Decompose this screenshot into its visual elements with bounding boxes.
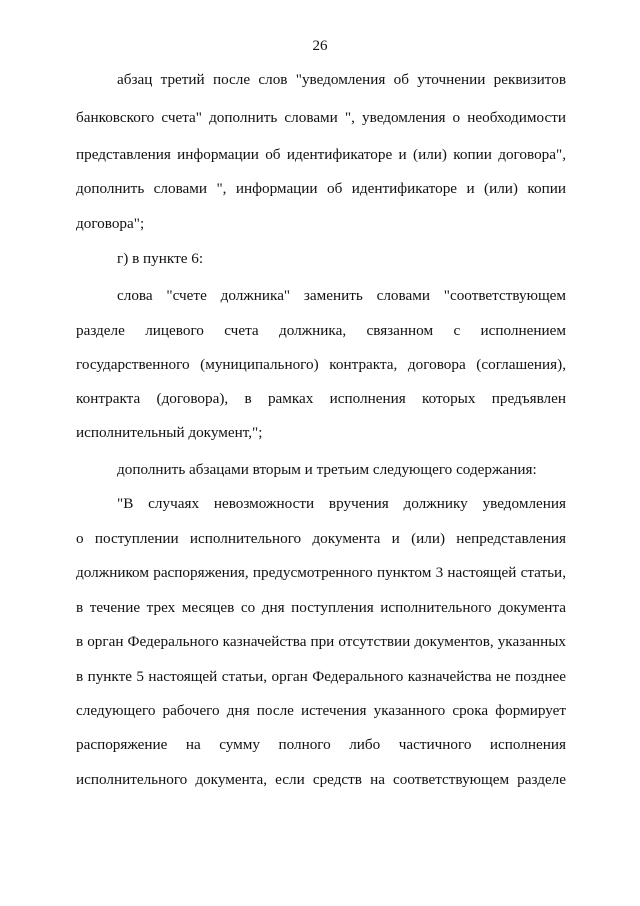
text-line: контракта (договора), в рамках исполнения которых предъявлен xyxy=(76,390,566,407)
text-line: исполнительного документа, если средств на соответствующем разделе xyxy=(76,771,566,788)
text-line: дополнить словами ", информации об идентификаторе и (или) копии xyxy=(76,180,566,197)
text-line: договора"; xyxy=(76,215,145,232)
text-line: следующего рабочего дня после истечения указанного срока формирует xyxy=(76,702,566,719)
text-line: дополнить абзацами вторым и третьим следующего содержания: xyxy=(117,461,537,478)
text-line: представления информации об идентификаторе и (или) копии договора", xyxy=(76,146,566,163)
text-line: г) в пункте 6: xyxy=(117,250,204,267)
text-line: "В случаях невозможности вручения должнику уведомления xyxy=(117,495,566,512)
text-line: слова "счете должника" заменить словами "соответствующем xyxy=(117,287,566,304)
page-number: 26 xyxy=(312,38,328,54)
text-line: государственного (муниципального) контракта, договора (соглашения), xyxy=(76,356,566,373)
text-line: разделе лицевого счета должника, связанном с исполнением xyxy=(76,322,566,339)
text-line: в орган Федерального казначейства при отсутствии документов, указанных xyxy=(76,633,566,650)
text-line: распоряжение на сумму полного либо частичного исполнения xyxy=(76,736,566,753)
text-line: в течение трех месяцев со дня поступления исполнительного документа xyxy=(76,599,566,616)
text-line: исполнительный документ,"; xyxy=(76,424,263,441)
text-line: о поступлении исполнительного документа и (или) непредставления xyxy=(76,530,566,547)
text-line: в пункте 5 настоящей статьи, орган Федерального казначейства не позднее xyxy=(76,668,566,685)
text-line: должником распоряжения, предусмотренного пунктом 3 настоящей статьи, xyxy=(76,564,566,581)
text-line: банковского счета" дополнить словами ", уведомления о необходимости xyxy=(76,109,566,126)
text-line: абзац третий после слов "уведомления об уточнении реквизитов xyxy=(117,71,566,88)
